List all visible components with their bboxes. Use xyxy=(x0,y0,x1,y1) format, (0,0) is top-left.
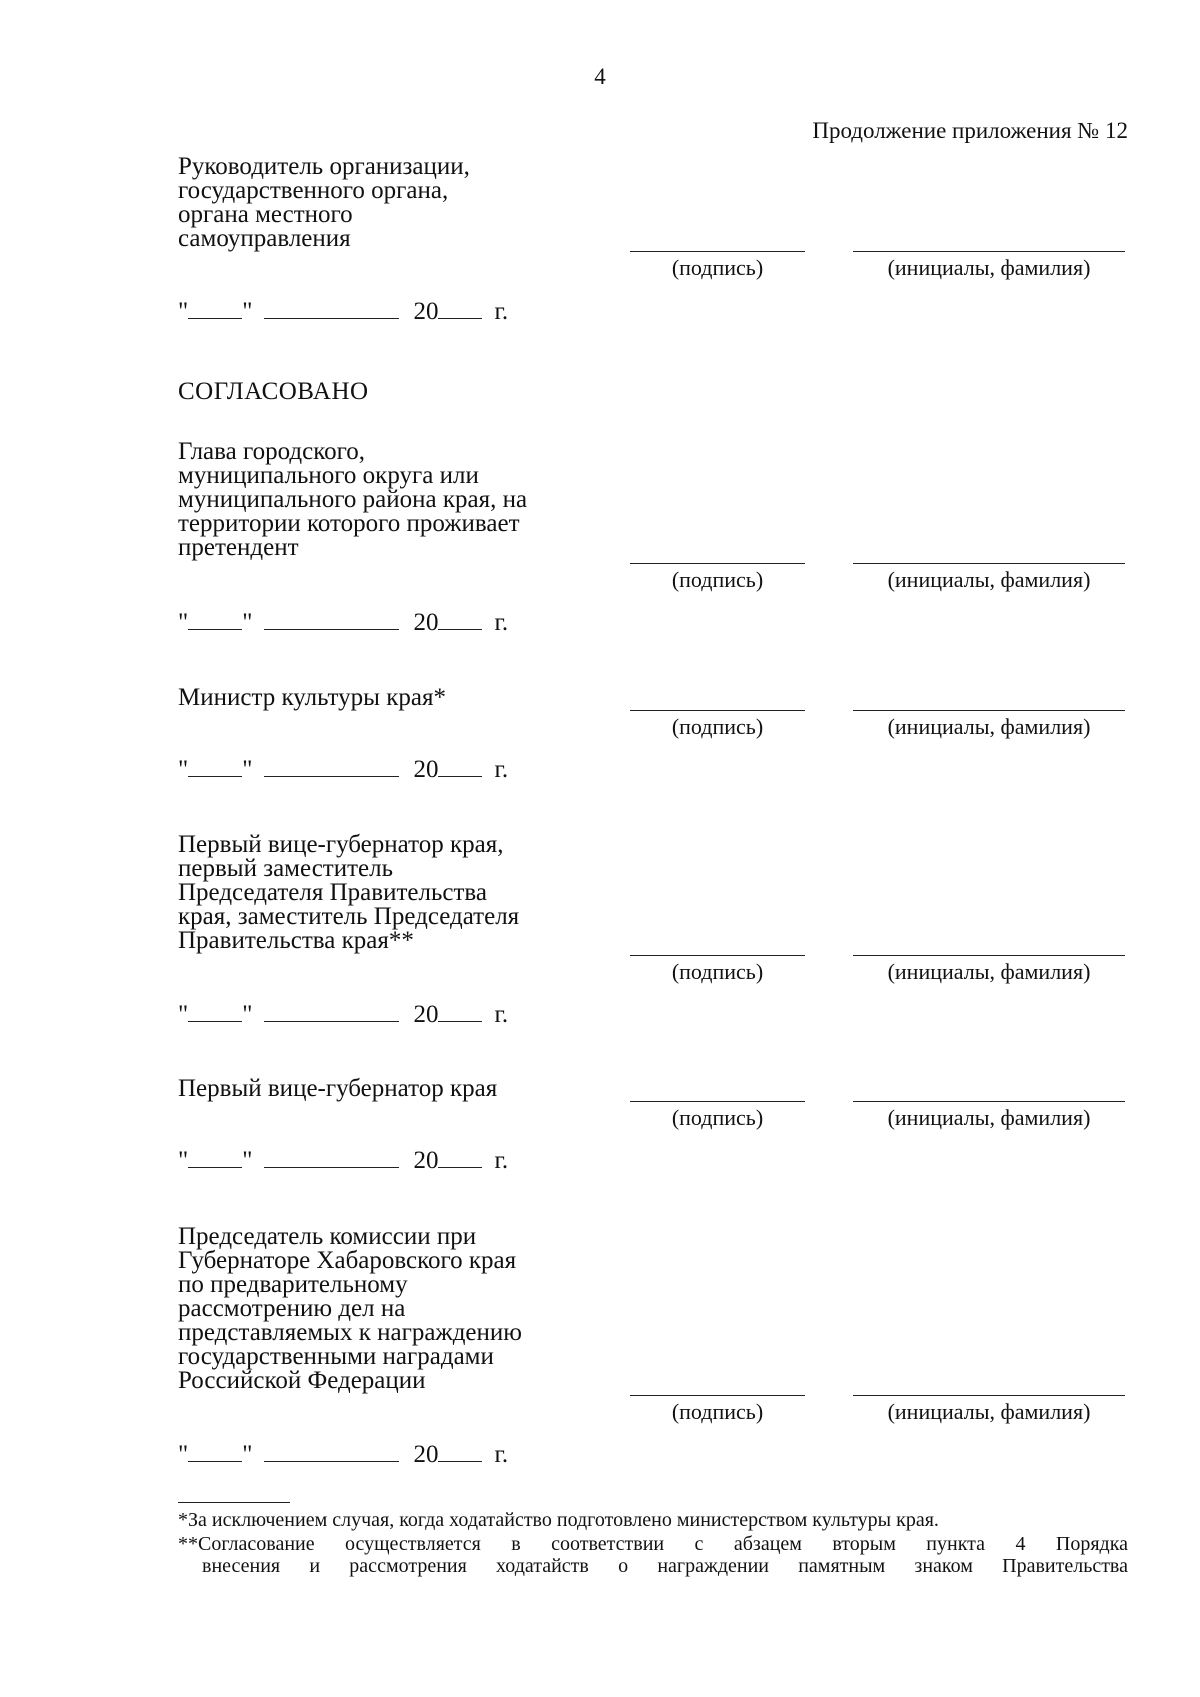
quote-close: " xyxy=(242,1441,253,1468)
signature-label: (подпись) xyxy=(671,714,764,739)
quote-close: " xyxy=(242,756,253,783)
name-label: (инициалы, фамилия) xyxy=(887,1105,1091,1130)
block-title-org-head: Руководитель организации, государственного органа, органа местного самоуправления xyxy=(178,153,470,252)
month-blank xyxy=(264,298,399,319)
day-blank xyxy=(188,298,242,319)
name-label: (инициалы, фамилия) xyxy=(887,567,1091,592)
agreed-heading: СОГЛАСОВАНО xyxy=(178,378,369,405)
year-prefix: 20 xyxy=(413,1441,439,1468)
year-prefix: 20 xyxy=(413,756,439,783)
signature-line xyxy=(630,251,805,252)
year-suffix: г. xyxy=(494,609,509,636)
day-blank xyxy=(188,1147,242,1168)
name-line xyxy=(853,955,1125,956)
page-number: 4 xyxy=(594,64,606,89)
name-label: (инициалы, фамилия) xyxy=(887,959,1091,984)
quote-close: " xyxy=(242,1147,253,1174)
name-line xyxy=(853,710,1125,711)
year-suffix: г. xyxy=(494,1001,509,1028)
name-line xyxy=(853,563,1125,564)
month-blank xyxy=(264,1147,399,1168)
quote-close: " xyxy=(242,298,253,325)
signature-line xyxy=(630,1101,805,1102)
quote-open: " xyxy=(178,1147,189,1174)
quote-close: " xyxy=(242,609,253,636)
footnote-2-line-1: **Согласование осуществляется в соответствии с абзацем вторым пункта 4 Порядка xyxy=(178,1533,1128,1555)
quote-open: " xyxy=(178,609,189,636)
quote-open: " xyxy=(178,298,189,325)
signature-label: (подпись) xyxy=(671,567,764,592)
year-blank xyxy=(438,609,482,630)
day-blank xyxy=(188,609,242,630)
date-row xyxy=(178,1441,508,1469)
year-blank xyxy=(438,1441,482,1462)
year-prefix: 20 xyxy=(413,1001,439,1028)
quote-open: " xyxy=(178,1001,189,1028)
month-blank xyxy=(264,1001,399,1022)
signature-label: (подпись) xyxy=(671,959,764,984)
year-prefix: 20 xyxy=(413,1147,439,1174)
block-title-culture-minister: Министр культуры края* xyxy=(178,684,446,711)
block-title-first-vice-governor-deputy: Первый вице-губернатор края, первый заместитель Председателя Правительства края, заместитель Председателя Правительства края** xyxy=(178,831,520,954)
year-prefix: 20 xyxy=(413,609,439,636)
name-label: (инициалы, фамилия) xyxy=(887,255,1091,280)
block-title-municipal-head: Глава городского, муниципального округа или муниципального района края, на территории которого проживает претендент xyxy=(178,438,528,561)
year-suffix: г. xyxy=(494,298,509,325)
year-blank xyxy=(438,756,482,777)
day-blank xyxy=(188,1441,242,1462)
year-blank xyxy=(438,1147,482,1168)
signature-label: (подпись) xyxy=(671,1105,764,1130)
year-suffix: г. xyxy=(494,1441,509,1468)
day-blank xyxy=(188,756,242,777)
block-title-commission-chair: Председатель комиссии при Губернаторе Хабаровского края по предварительному рассмотрению дел на представляемых к награждению государственными наградами Российской Федерации xyxy=(178,1223,522,1394)
block-title-first-vice-governor: Первый вице-губернатор края xyxy=(178,1075,498,1102)
signature-line xyxy=(630,710,805,711)
year-blank xyxy=(438,1001,482,1022)
appendix-note: Продолжение приложения № 12 xyxy=(812,118,1128,143)
month-blank xyxy=(264,756,399,777)
day-blank xyxy=(188,1001,242,1022)
name-line xyxy=(853,1101,1125,1102)
name-label: (инициалы, фамилия) xyxy=(887,1399,1091,1424)
year-suffix: г. xyxy=(494,1147,509,1174)
footnote-rule xyxy=(178,1502,290,1503)
footnote-2-line-2: внесения и рассмотрения ходатайств о награждении памятным знаком Правительства xyxy=(202,1555,1128,1577)
date-row xyxy=(178,1001,508,1029)
name-label: (инициалы, фамилия) xyxy=(887,714,1091,739)
signature-line xyxy=(630,1395,805,1396)
signature-label: (подпись) xyxy=(671,255,764,280)
year-suffix: г. xyxy=(494,756,509,783)
quote-open: " xyxy=(178,1441,189,1468)
date-row xyxy=(178,1147,508,1175)
date-row xyxy=(178,756,508,784)
signature-line xyxy=(630,955,805,956)
name-line xyxy=(853,251,1125,252)
footnote-1: *За исключением случая, когда ходатайство подготовлено министерством культуры края. xyxy=(178,1509,939,1531)
date-row xyxy=(178,298,508,326)
year-prefix: 20 xyxy=(413,298,439,325)
month-blank xyxy=(264,609,399,630)
quote-open: " xyxy=(178,756,189,783)
date-row xyxy=(178,609,508,637)
signature-line xyxy=(630,563,805,564)
signature-label: (подпись) xyxy=(671,1399,764,1424)
year-blank xyxy=(438,298,482,319)
quote-close: " xyxy=(242,1001,253,1028)
name-line xyxy=(853,1395,1125,1396)
month-blank xyxy=(264,1441,399,1462)
